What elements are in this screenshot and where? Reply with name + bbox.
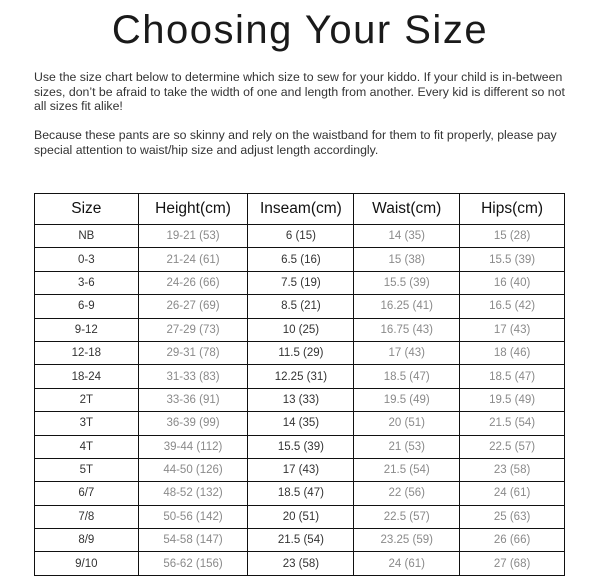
cell-waist: 16.25 (41) — [354, 295, 460, 318]
cell-size: 6-9 — [35, 295, 139, 318]
table-row — [35, 482, 565, 505]
cell-waist: 18.5 (47) — [354, 365, 460, 388]
cell-hips: 26 (66) — [460, 529, 565, 552]
cell-waist: 22 (56) — [354, 482, 460, 505]
cell-inseam: 10 (25) — [248, 318, 354, 341]
cell-height: 44-50 (126) — [138, 458, 248, 481]
cell-waist: 15.5 (39) — [354, 271, 460, 294]
table-row — [35, 435, 565, 458]
table-row — [35, 295, 565, 318]
cell-waist: 22.5 (57) — [354, 505, 460, 528]
cell-inseam: 12.25 (31) — [248, 365, 354, 388]
cell-inseam: 15.5 (39) — [248, 435, 354, 458]
header-row — [35, 194, 565, 225]
cell-waist: 21 (53) — [354, 435, 460, 458]
cell-height: 54-58 (147) — [138, 529, 248, 552]
cell-hips: 25 (63) — [460, 505, 565, 528]
cell-height: 21-24 (61) — [138, 248, 248, 271]
cell-size: 9/10 — [35, 552, 139, 575]
header-waist: Waist(cm) — [354, 194, 460, 225]
cell-inseam: 14 (35) — [248, 412, 354, 435]
cell-size: 4T — [35, 435, 139, 458]
size-chart-header — [35, 194, 565, 225]
cell-waist: 21.5 (54) — [354, 458, 460, 481]
cell-height: 48-52 (132) — [138, 482, 248, 505]
cell-size: 3-6 — [35, 271, 139, 294]
cell-hips: 24 (61) — [460, 482, 565, 505]
cell-hips: 23 (58) — [460, 458, 565, 481]
cell-waist: 14 (35) — [354, 225, 460, 248]
table-row — [35, 318, 565, 341]
cell-size: 12-18 — [35, 341, 139, 364]
cell-height: 39-44 (112) — [138, 435, 248, 458]
cell-height: 56-62 (156) — [138, 552, 248, 575]
cell-waist: 24 (61) — [354, 552, 460, 575]
cell-height: 31-33 (83) — [138, 365, 248, 388]
intro-paragraph: Use the size chart below to determine which size to sew for your kiddo. If your child is in-between sizes, don’t be afraid to take the width of one and length from another. Every kid is different so not all sizes fit alike! — [34, 70, 565, 113]
cell-inseam: 6 (15) — [248, 225, 354, 248]
cell-hips: 16.5 (42) — [460, 295, 565, 318]
cell-inseam: 21.5 (54) — [248, 529, 354, 552]
size-chart-body — [35, 225, 565, 576]
cell-size: 2T — [35, 388, 139, 411]
cell-size: NB — [35, 225, 139, 248]
cell-inseam: 11.5 (29) — [248, 341, 354, 364]
cell-size: 5T — [35, 458, 139, 481]
cell-waist: 16.75 (43) — [354, 318, 460, 341]
table-row — [35, 505, 565, 528]
table-row — [35, 248, 565, 271]
fit-note-paragraph: Because these pants are so skinny and rely on the waistband for them to fit properly, please pay special attention to waist/hip size and adjust length accordingly. — [34, 128, 557, 157]
cell-size: 9-12 — [35, 318, 139, 341]
cell-waist: 20 (51) — [354, 412, 460, 435]
table-row — [35, 529, 565, 552]
cell-hips: 18 (46) — [460, 341, 565, 364]
table-row — [35, 225, 565, 248]
cell-waist: 23.25 (59) — [354, 529, 460, 552]
table-row — [35, 412, 565, 435]
cell-height: 24-26 (66) — [138, 271, 248, 294]
cell-hips: 17 (43) — [460, 318, 565, 341]
cell-hips: 18.5 (47) — [460, 365, 565, 388]
cell-size: 18-24 — [35, 365, 139, 388]
cell-height: 26-27 (69) — [138, 295, 248, 318]
cell-inseam: 13 (33) — [248, 388, 354, 411]
cell-hips: 21.5 (54) — [460, 412, 565, 435]
cell-inseam: 23 (58) — [248, 552, 354, 575]
cell-waist: 15 (38) — [354, 248, 460, 271]
header-height: Height(cm) — [138, 194, 248, 225]
cell-height: 29-31 (78) — [138, 341, 248, 364]
header-inseam: Inseam(cm) — [248, 194, 354, 225]
table-row — [35, 458, 565, 481]
table-row — [35, 365, 565, 388]
cell-size: 6/7 — [35, 482, 139, 505]
header-hips: Hips(cm) — [460, 194, 565, 225]
cell-hips: 16 (40) — [460, 271, 565, 294]
cell-size: 3T — [35, 412, 139, 435]
cell-height: 33-36 (91) — [138, 388, 248, 411]
cell-height: 19-21 (53) — [138, 225, 248, 248]
table-row — [35, 552, 565, 575]
cell-hips: 27 (68) — [460, 552, 565, 575]
cell-inseam: 6.5 (16) — [248, 248, 354, 271]
header-size: Size — [35, 194, 139, 225]
cell-inseam: 7.5 (19) — [248, 271, 354, 294]
cell-height: 27-29 (73) — [138, 318, 248, 341]
cell-size: 7/8 — [35, 505, 139, 528]
cell-height: 36-39 (99) — [138, 412, 248, 435]
cell-inseam: 8.5 (21) — [248, 295, 354, 318]
cell-waist: 17 (43) — [354, 341, 460, 364]
cell-inseam: 20 (51) — [248, 505, 354, 528]
cell-hips: 15.5 (39) — [460, 248, 565, 271]
cell-hips: 15 (28) — [460, 225, 565, 248]
cell-inseam: 18.5 (47) — [248, 482, 354, 505]
cell-size: 8/9 — [35, 529, 139, 552]
cell-height: 50-56 (142) — [138, 505, 248, 528]
table-row — [35, 341, 565, 364]
page-title: Choosing Your Size — [111, 8, 489, 52]
cell-hips: 22.5 (57) — [460, 435, 565, 458]
cell-hips: 19.5 (49) — [460, 388, 565, 411]
table-row — [35, 271, 565, 294]
cell-size: 0-3 — [35, 248, 139, 271]
table-row — [35, 388, 565, 411]
size-chart-table — [34, 193, 565, 576]
cell-inseam: 17 (43) — [248, 458, 354, 481]
cell-waist: 19.5 (49) — [354, 388, 460, 411]
